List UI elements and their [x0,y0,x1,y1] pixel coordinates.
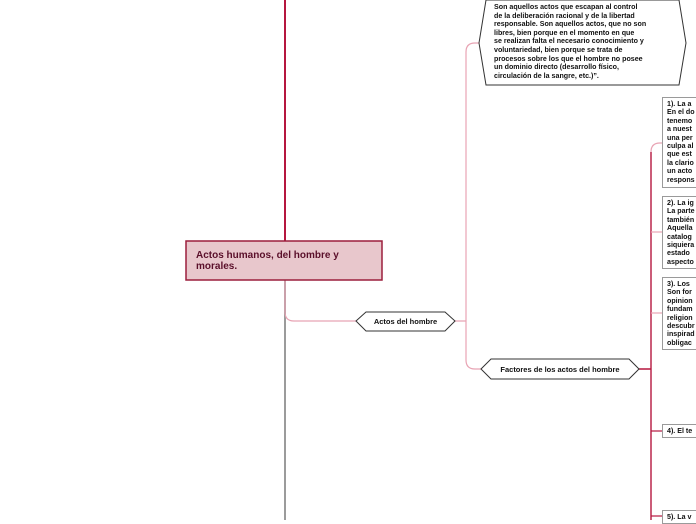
factor-box-2[interactable]: 2). La ig La parte también Aquella catalog siquiera estado aspecto [662,196,696,269]
connector-factores-spine [639,152,651,520]
factor-box-4[interactable]: 4). El te [662,424,696,438]
factor-box-3[interactable]: 3). Los Son for opinion fundam religion descubr inspirad obligac [662,277,696,350]
connector-actos-spine [455,43,482,369]
central-topic-label: Actos humanos, del hombre y morales. [196,250,339,272]
definition-text: Son aquellos actos que escapan al control de la deliberación racional y de la libertad responsable. Son aquellos actos, que no son libres, bien porque en el momento en que se realizan falta el necesario conocimiento y voluntariedad, bien porque se trata de procesos sobre los que el hombre no posee un dominio directo (desarrollo físico, circulación de la sangre, etc.)”. [494,3,647,80]
connector-central-to-actos [285,280,356,321]
factores-label: Factores de los actos del hombre [500,365,620,374]
factor-box-1[interactable]: 1). La a En el do tenemo a nuest una per culpa al que est la clario un acto respons [662,97,696,188]
factor-box-5[interactable]: 5). La v [662,510,696,524]
actos-hombre-label: Actos del hombre [373,317,438,326]
